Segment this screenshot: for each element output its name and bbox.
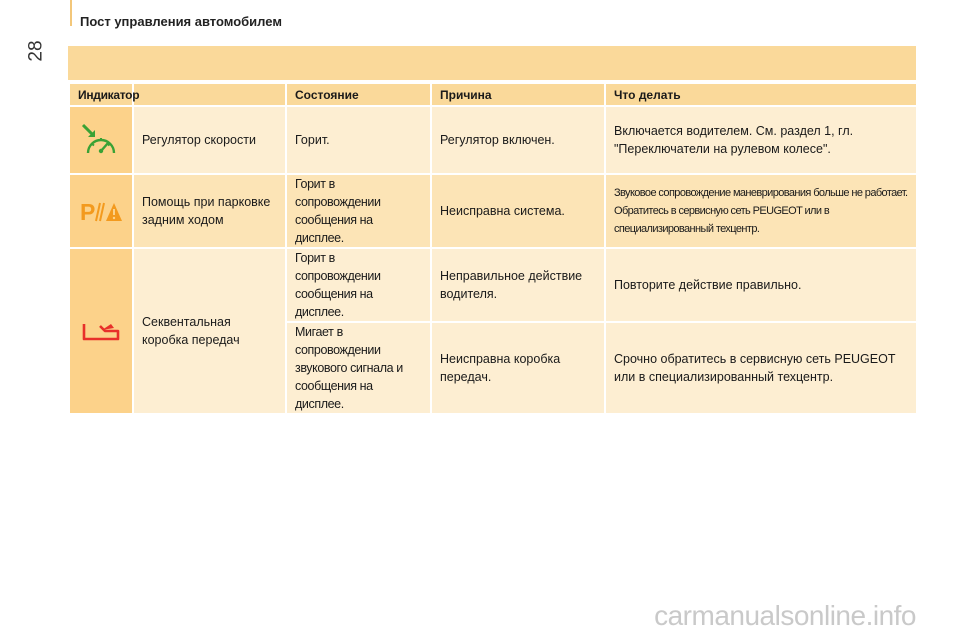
gearbox-icon: [69, 248, 133, 414]
row-cause: Неправильное действие водителя.: [431, 248, 605, 322]
header-accent-line: [70, 0, 72, 26]
table-row: [69, 248, 917, 322]
header-action: Что делать: [605, 83, 917, 106]
table-row: [69, 174, 917, 248]
row-name: Секвентальная коробка передач: [133, 248, 286, 414]
row-cause: Неисправна система.: [431, 174, 605, 248]
page-number: 28: [25, 40, 47, 62]
row-state: Мигает в сопровождении звукового сигнала и сообщения на дисплее.: [286, 322, 431, 414]
svg-text:P: P: [80, 199, 96, 224]
watermark: carmanualsonline.info: [654, 600, 916, 631]
row-state: Горит в сопровождении сообщения на дисплее.: [286, 248, 431, 322]
page-header-title: Пост управления автомобилем: [80, 14, 282, 29]
row-state: Горит.: [286, 106, 431, 174]
header-indicator: Индикатор: [69, 83, 133, 106]
header-cause: Причина: [431, 83, 605, 106]
row-action: Включается водителем. См. раздел 1, гл. "Переключатели на рулевом колесе".: [605, 106, 917, 174]
parking-assist-warning-icon: [69, 174, 133, 248]
table-header-row: [69, 83, 917, 106]
row-name: Регулятор скорости: [133, 106, 286, 174]
row-action: Повторите действие правильно.: [605, 248, 917, 322]
table-row: [69, 106, 917, 174]
row-action: Звуковое сопровождение маневрирования больше не работает. Обратитесь в сервисную сеть PEUGEOT или в специализированный техцентр.: [605, 174, 917, 248]
row-name: Помощь при парковке задним ходом: [133, 174, 286, 248]
row-cause: Неисправна коробка передач.: [431, 322, 605, 414]
row-action: Срочно обратитесь в сервисную сеть PEUGEOT или в специализированный техцентр.: [605, 322, 917, 414]
header-blank: [133, 83, 286, 106]
table-top-band: [68, 46, 916, 80]
indicator-table: [68, 82, 918, 415]
header-state: Состояние: [286, 83, 431, 106]
cruise-control-icon: [69, 106, 133, 174]
row-state: Горит в сопровождении сообщения на дисплее.: [286, 174, 431, 248]
row-cause: Регулятор включен.: [431, 106, 605, 174]
